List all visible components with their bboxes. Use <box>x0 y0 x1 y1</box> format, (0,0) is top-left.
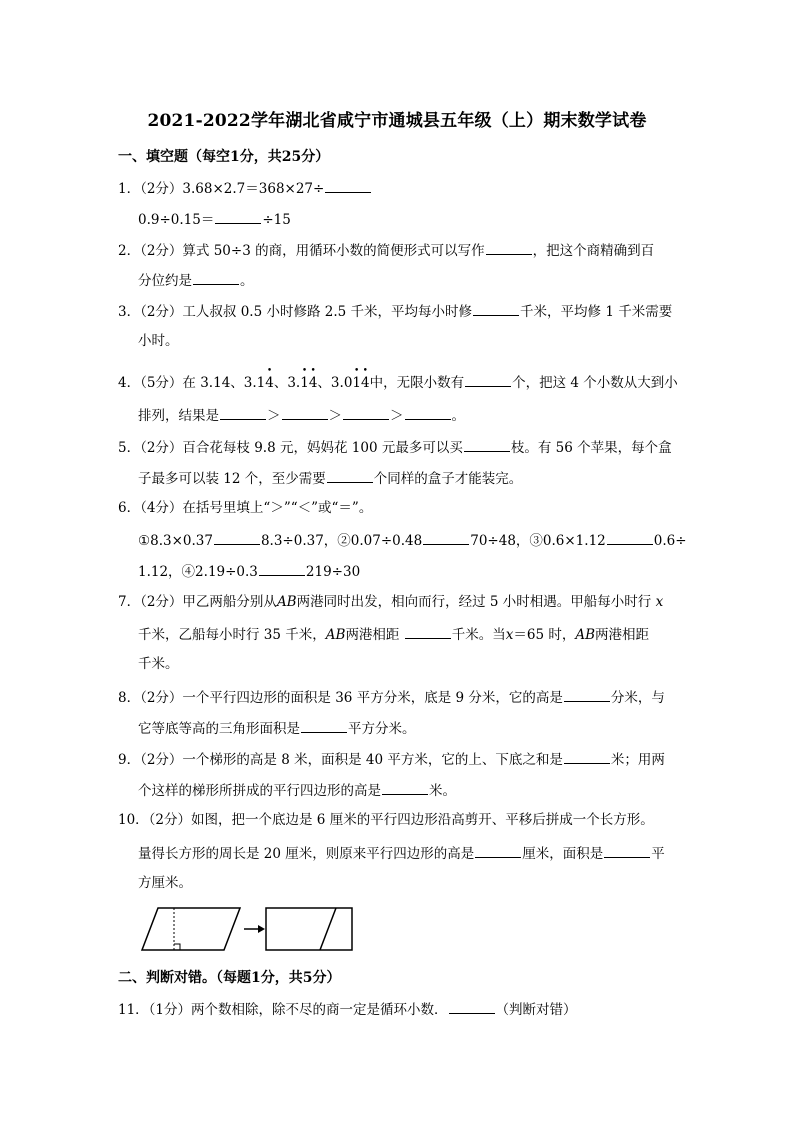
question-2-line-1: 2．（2分）算式 50÷3 的商，用循环小数的简便形式可以写作 ，把这个商精确到百 <box>118 240 654 260</box>
answer-blank[interactable] <box>405 405 451 420</box>
question-3-line-1: 3．（2分）工人叔叔 0.5 小时修路 2.5 千米，平均每小时修 千米，平均修 1 千米需要 <box>118 301 672 321</box>
question-6-line-2: ①8.3×0.37 8.3÷0.37，②0.07÷0.48 70÷48，③0.6×1.12 0.6÷ <box>138 530 687 550</box>
question-3-line-2: 小时。 <box>138 333 179 349</box>
repeating-digit: • 4 <box>361 366 370 391</box>
answer-blank[interactable] <box>564 687 610 702</box>
repeating-digit: • 4 <box>265 366 274 391</box>
question-7-line-3: 千米。 <box>138 656 179 672</box>
question-4-line-2: 排列，结果是 ＞ ＞ ＞ 。 <box>138 405 465 425</box>
repeating-digit: • 4 <box>308 366 318 391</box>
question-4-line-1: 4．（5分）在 3.14、3.1 • 4、3. • 1 • 4、3.0 • 1 • 4中，无限小数有 个，把这 4 个小数从大到小 <box>118 366 678 391</box>
question-1-line-2: 0.9÷0.15＝ ÷15 <box>138 209 291 229</box>
answer-blank[interactable] <box>259 561 305 576</box>
section-true-false-heading: 二、判断对错。（每题1分，共5分） <box>118 970 341 986</box>
answer-blank[interactable] <box>214 530 260 545</box>
question-7-line-2: 千米，乙船每小时行 35 千米，AB两港相距 千米。当x＝65 时，AB两港相距 <box>138 624 649 644</box>
question-11-line-1: 11．（1分）两个数相除，除不尽的商一定是循环小数． （判断对错） <box>118 999 577 1019</box>
answer-blank[interactable] <box>486 240 532 255</box>
answer-blank[interactable] <box>464 437 510 452</box>
answer-blank[interactable] <box>473 301 519 316</box>
answer-blank[interactable] <box>465 372 511 387</box>
page-title: 2021-2022学年湖北省咸宁市通城县五年级（上）期末数学试卷 <box>147 111 647 131</box>
answer-blank[interactable] <box>301 718 347 733</box>
question-2-line-2: 分位约是 。 <box>138 270 254 290</box>
answer-blank[interactable] <box>193 270 239 285</box>
section-fill-blank-heading: 一、填空题（每空1分，共25分） <box>118 149 330 165</box>
answer-blank[interactable] <box>327 468 373 483</box>
question-9-line-2: 个这样的梯形所拼成的平行四边形的高是 米。 <box>138 780 456 800</box>
answer-blank[interactable] <box>449 999 495 1014</box>
parallelogram-to-rectangle-figure <box>140 903 360 955</box>
rectangle-shape <box>266 908 352 950</box>
parallelogram-shape <box>142 908 240 950</box>
repeating-digit: • 1 <box>352 366 361 391</box>
question-5-line-2: 子最多可以装 12 个，至少需要 个同样的盒子才能装完。 <box>138 468 522 488</box>
question-10-line-2: 量得长方形的周长是 20 厘米，则原来平行四边形的高是 厘米，面积是 平 <box>138 843 665 863</box>
question-8-line-2: 它等底等高的三角形面积是 平方分米。 <box>138 718 416 738</box>
answer-blank[interactable] <box>423 530 469 545</box>
question-6-line-1: 6．（4分）在括号里填上“＞”“＜”或“＝”。 <box>118 500 373 516</box>
answer-blank[interactable] <box>215 209 261 224</box>
answer-blank[interactable] <box>607 530 653 545</box>
question-7-line-1: 7．（2分）甲乙两船分别从AB两港同时出发，相向而行，经过 5 小时相遇。甲船每小时行 x <box>118 594 664 610</box>
right-angle-mark <box>174 944 180 950</box>
answer-blank[interactable] <box>282 405 328 420</box>
question-8-line-1: 8．（2分）一个平行四边形的面积是 36 平方分米，底是 9 分米，它的高是 分米，与 <box>118 687 665 707</box>
answer-blank[interactable] <box>564 749 610 764</box>
answer-blank[interactable] <box>382 780 428 795</box>
question-5-line-1: 5．（2分）百合花每枝 9.8 元，妈妈花 100 元最多可以买 枝。有 56 个苹果，每个盒 <box>118 437 672 457</box>
answer-blank[interactable] <box>475 843 521 858</box>
question-10-line-1: 10．（2分）如图，把一个底边是 6 厘米的平行四边形沿高剪开、平移后拼成一个长方形。 <box>118 812 654 828</box>
answer-blank[interactable] <box>343 405 389 420</box>
answer-blank[interactable] <box>604 843 650 858</box>
repeating-digit: • 1 <box>300 366 309 391</box>
question-9-line-1: 9．（2分）一个梯形的高是 8 米，面积是 40 平方米，它的上、下底之和是 米；用两 <box>118 749 665 769</box>
answer-blank[interactable] <box>325 178 371 193</box>
answer-blank[interactable] <box>220 405 266 420</box>
arrow-head <box>258 925 265 933</box>
question-6-line-3: 1.12，④2.19÷0.3 219÷30 <box>138 561 360 581</box>
question-1-line-1: 1．（2分）3.68×2.7＝368×27÷ <box>118 178 372 198</box>
question-10-line-3: 方厘米。 <box>138 875 192 891</box>
answer-blank[interactable] <box>405 624 451 639</box>
moved-triangle-line <box>320 908 336 950</box>
